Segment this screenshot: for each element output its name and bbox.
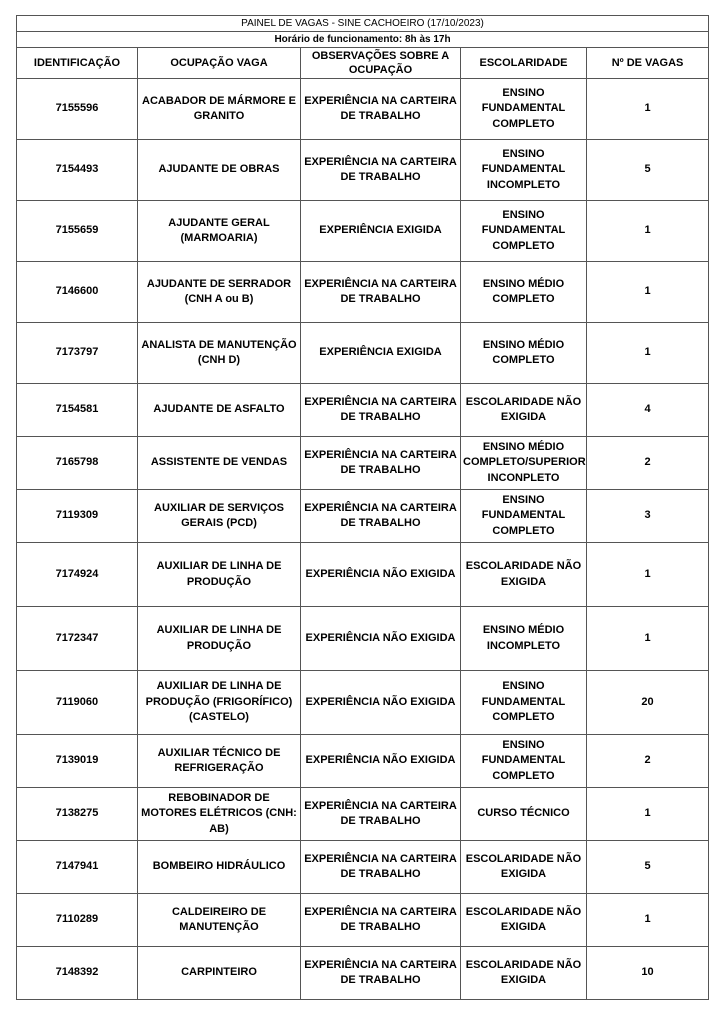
table-title: PAINEL DE VAGAS - SINE CACHOEIRO (17/10/2023) bbox=[17, 16, 709, 32]
cell-observacoes: EXPERIÊNCIA NA CARTEIRA DE TRABALHO bbox=[301, 140, 461, 201]
cell-ocupacao: AUXILIAR DE LINHA DE PRODUÇÃO bbox=[138, 607, 301, 671]
table-body bbox=[17, 79, 709, 1000]
cell-ocupacao: AUXILIAR DE LINHA DE PRODUÇÃO (FRIGORÍFICO) (CASTELO) bbox=[138, 671, 301, 735]
cell-observacoes: EXPERIÊNCIA NÃO EXIGIDA bbox=[301, 671, 461, 735]
cell-observacoes: EXPERIÊNCIA NA CARTEIRA DE TRABALHO bbox=[301, 894, 461, 947]
cell-identificacao: 7155596 bbox=[17, 79, 138, 140]
cell-observacoes: EXPERIÊNCIA NA CARTEIRA DE TRABALHO bbox=[301, 79, 461, 140]
cell-vagas: 3 bbox=[587, 490, 709, 543]
cell-observacoes: EXPERIÊNCIA NA CARTEIRA DE TRABALHO bbox=[301, 947, 461, 1000]
table-row bbox=[17, 788, 709, 841]
cell-identificacao: 7172347 bbox=[17, 607, 138, 671]
cell-vagas: 4 bbox=[587, 384, 709, 437]
cell-vagas: 1 bbox=[587, 607, 709, 671]
cell-observacoes: EXPERIÊNCIA NA CARTEIRA DE TRABALHO bbox=[301, 788, 461, 841]
table-row bbox=[17, 201, 709, 262]
cell-observacoes: EXPERIÊNCIA NA CARTEIRA DE TRABALHO bbox=[301, 841, 461, 894]
cell-escolaridade: ENSINO FUNDAMENTAL COMPLETO bbox=[461, 201, 587, 262]
cell-identificacao: 7110289 bbox=[17, 894, 138, 947]
cell-ocupacao: AJUDANTE DE ASFALTO bbox=[138, 384, 301, 437]
cell-escolaridade: ENSINO FUNDAMENTAL COMPLETO bbox=[461, 671, 587, 735]
column-header-escolaridade: ESCOLARIDADE bbox=[461, 48, 587, 79]
cell-observacoes: EXPERIÊNCIA NÃO EXIGIDA bbox=[301, 543, 461, 607]
cell-vagas: 5 bbox=[587, 841, 709, 894]
cell-ocupacao: CARPINTEIRO bbox=[138, 947, 301, 1000]
cell-ocupacao: ANALISTA DE MANUTENÇÃO (CNH D) bbox=[138, 323, 301, 384]
cell-escolaridade: ENSINO MÉDIO COMPLETO/SUPERIOR INCONPLETO bbox=[461, 437, 587, 490]
cell-vagas: 2 bbox=[587, 735, 709, 788]
cell-vagas: 20 bbox=[587, 671, 709, 735]
cell-identificacao: 7138275 bbox=[17, 788, 138, 841]
cell-escolaridade: ESCOLARIDADE NÃO EXIGIDA bbox=[461, 894, 587, 947]
table-row bbox=[17, 894, 709, 947]
cell-vagas: 1 bbox=[587, 788, 709, 841]
table-row bbox=[17, 607, 709, 671]
cell-identificacao: 7155659 bbox=[17, 201, 138, 262]
cell-identificacao: 7173797 bbox=[17, 323, 138, 384]
cell-ocupacao: ACABADOR DE MÁRMORE E GRANITO bbox=[138, 79, 301, 140]
cell-identificacao: 7165798 bbox=[17, 437, 138, 490]
cell-ocupacao: AJUDANTE DE OBRAS bbox=[138, 140, 301, 201]
cell-identificacao: 7154581 bbox=[17, 384, 138, 437]
table-row bbox=[17, 437, 709, 490]
cell-ocupacao: BOMBEIRO HIDRÁULICO bbox=[138, 841, 301, 894]
cell-escolaridade: ENSINO FUNDAMENTAL COMPLETO bbox=[461, 490, 587, 543]
cell-observacoes: EXPERIÊNCIA NA CARTEIRA DE TRABALHO bbox=[301, 384, 461, 437]
table-row bbox=[17, 384, 709, 437]
cell-vagas: 1 bbox=[587, 894, 709, 947]
table-row bbox=[17, 671, 709, 735]
column-header-vagas: Nº DE VAGAS bbox=[587, 48, 709, 79]
cell-identificacao: 7139019 bbox=[17, 735, 138, 788]
column-header-observacoes: OBSERVAÇÕES SOBRE A OCUPAÇÃO bbox=[301, 48, 461, 79]
cell-vagas: 10 bbox=[587, 947, 709, 1000]
table-row bbox=[17, 543, 709, 607]
table-row bbox=[17, 262, 709, 323]
table-row bbox=[17, 490, 709, 543]
cell-vagas: 2 bbox=[587, 437, 709, 490]
cell-observacoes: EXPERIÊNCIA EXIGIDA bbox=[301, 323, 461, 384]
cell-identificacao: 7148392 bbox=[17, 947, 138, 1000]
cell-ocupacao: AJUDANTE DE SERRADOR (CNH A ou B) bbox=[138, 262, 301, 323]
cell-vagas: 1 bbox=[587, 543, 709, 607]
table-row bbox=[17, 947, 709, 1000]
cell-vagas: 1 bbox=[587, 262, 709, 323]
cell-observacoes: EXPERIÊNCIA NA CARTEIRA DE TRABALHO bbox=[301, 262, 461, 323]
cell-vagas: 5 bbox=[587, 140, 709, 201]
cell-observacoes: EXPERIÊNCIA NA CARTEIRA DE TRABALHO bbox=[301, 437, 461, 490]
cell-escolaridade: ENSINO FUNDAMENTAL COMPLETO bbox=[461, 735, 587, 788]
table-row bbox=[17, 323, 709, 384]
cell-ocupacao: AJUDANTE GERAL (MARMOARIA) bbox=[138, 201, 301, 262]
cell-escolaridade: CURSO TÉCNICO bbox=[461, 788, 587, 841]
cell-observacoes: EXPERIÊNCIA NA CARTEIRA DE TRABALHO bbox=[301, 490, 461, 543]
cell-observacoes: EXPERIÊNCIA NÃO EXIGIDA bbox=[301, 735, 461, 788]
cell-escolaridade: ENSINO MÉDIO COMPLETO bbox=[461, 262, 587, 323]
table-row bbox=[17, 735, 709, 788]
cell-identificacao: 7174924 bbox=[17, 543, 138, 607]
cell-vagas: 1 bbox=[587, 323, 709, 384]
cell-identificacao: 7154493 bbox=[17, 140, 138, 201]
cell-vagas: 1 bbox=[587, 79, 709, 140]
cell-observacoes: EXPERIÊNCIA EXIGIDA bbox=[301, 201, 461, 262]
table-row bbox=[17, 140, 709, 201]
cell-escolaridade: ENSINO MÉDIO COMPLETO bbox=[461, 323, 587, 384]
cell-identificacao: 7119060 bbox=[17, 671, 138, 735]
table-row bbox=[17, 841, 709, 894]
cell-ocupacao: REBOBINADOR DE MOTORES ELÉTRICOS (CNH: AB) bbox=[138, 788, 301, 841]
opening-hours: Horário de funcionamento: 8h às 17h bbox=[17, 32, 709, 48]
column-header-identificacao: IDENTIFICAÇÃO bbox=[17, 48, 138, 79]
column-header-ocupacao: OCUPAÇÃO VAGA bbox=[138, 48, 301, 79]
cell-ocupacao: AUXILIAR TÉCNICO DE REFRIGERAÇÃO bbox=[138, 735, 301, 788]
cell-escolaridade: ESCOLARIDADE NÃO EXIGIDA bbox=[461, 841, 587, 894]
cell-escolaridade: ESCOLARIDADE NÃO EXIGIDA bbox=[461, 384, 587, 437]
table-row bbox=[17, 79, 709, 140]
cell-escolaridade: ESCOLARIDADE NÃO EXIGIDA bbox=[461, 947, 587, 1000]
cell-identificacao: 7146600 bbox=[17, 262, 138, 323]
cell-ocupacao: CALDEIREIRO DE MANUTENÇÃO bbox=[138, 894, 301, 947]
cell-observacoes: EXPERIÊNCIA NÃO EXIGIDA bbox=[301, 607, 461, 671]
cell-identificacao: 7147941 bbox=[17, 841, 138, 894]
cell-escolaridade: ENSINO FUNDAMENTAL INCOMPLETO bbox=[461, 140, 587, 201]
cell-escolaridade: ENSINO MÉDIO INCOMPLETO bbox=[461, 607, 587, 671]
job-vacancies-table bbox=[16, 15, 709, 1000]
cell-ocupacao: AUXILIAR DE LINHA DE PRODUÇÃO bbox=[138, 543, 301, 607]
cell-escolaridade: ENSINO FUNDAMENTAL COMPLETO bbox=[461, 79, 587, 140]
cell-vagas: 1 bbox=[587, 201, 709, 262]
cell-escolaridade: ESCOLARIDADE NÃO EXIGIDA bbox=[461, 543, 587, 607]
cell-identificacao: 7119309 bbox=[17, 490, 138, 543]
cell-ocupacao: AUXILIAR DE SERVIÇOS GERAIS (PCD) bbox=[138, 490, 301, 543]
cell-ocupacao: ASSISTENTE DE VENDAS bbox=[138, 437, 301, 490]
